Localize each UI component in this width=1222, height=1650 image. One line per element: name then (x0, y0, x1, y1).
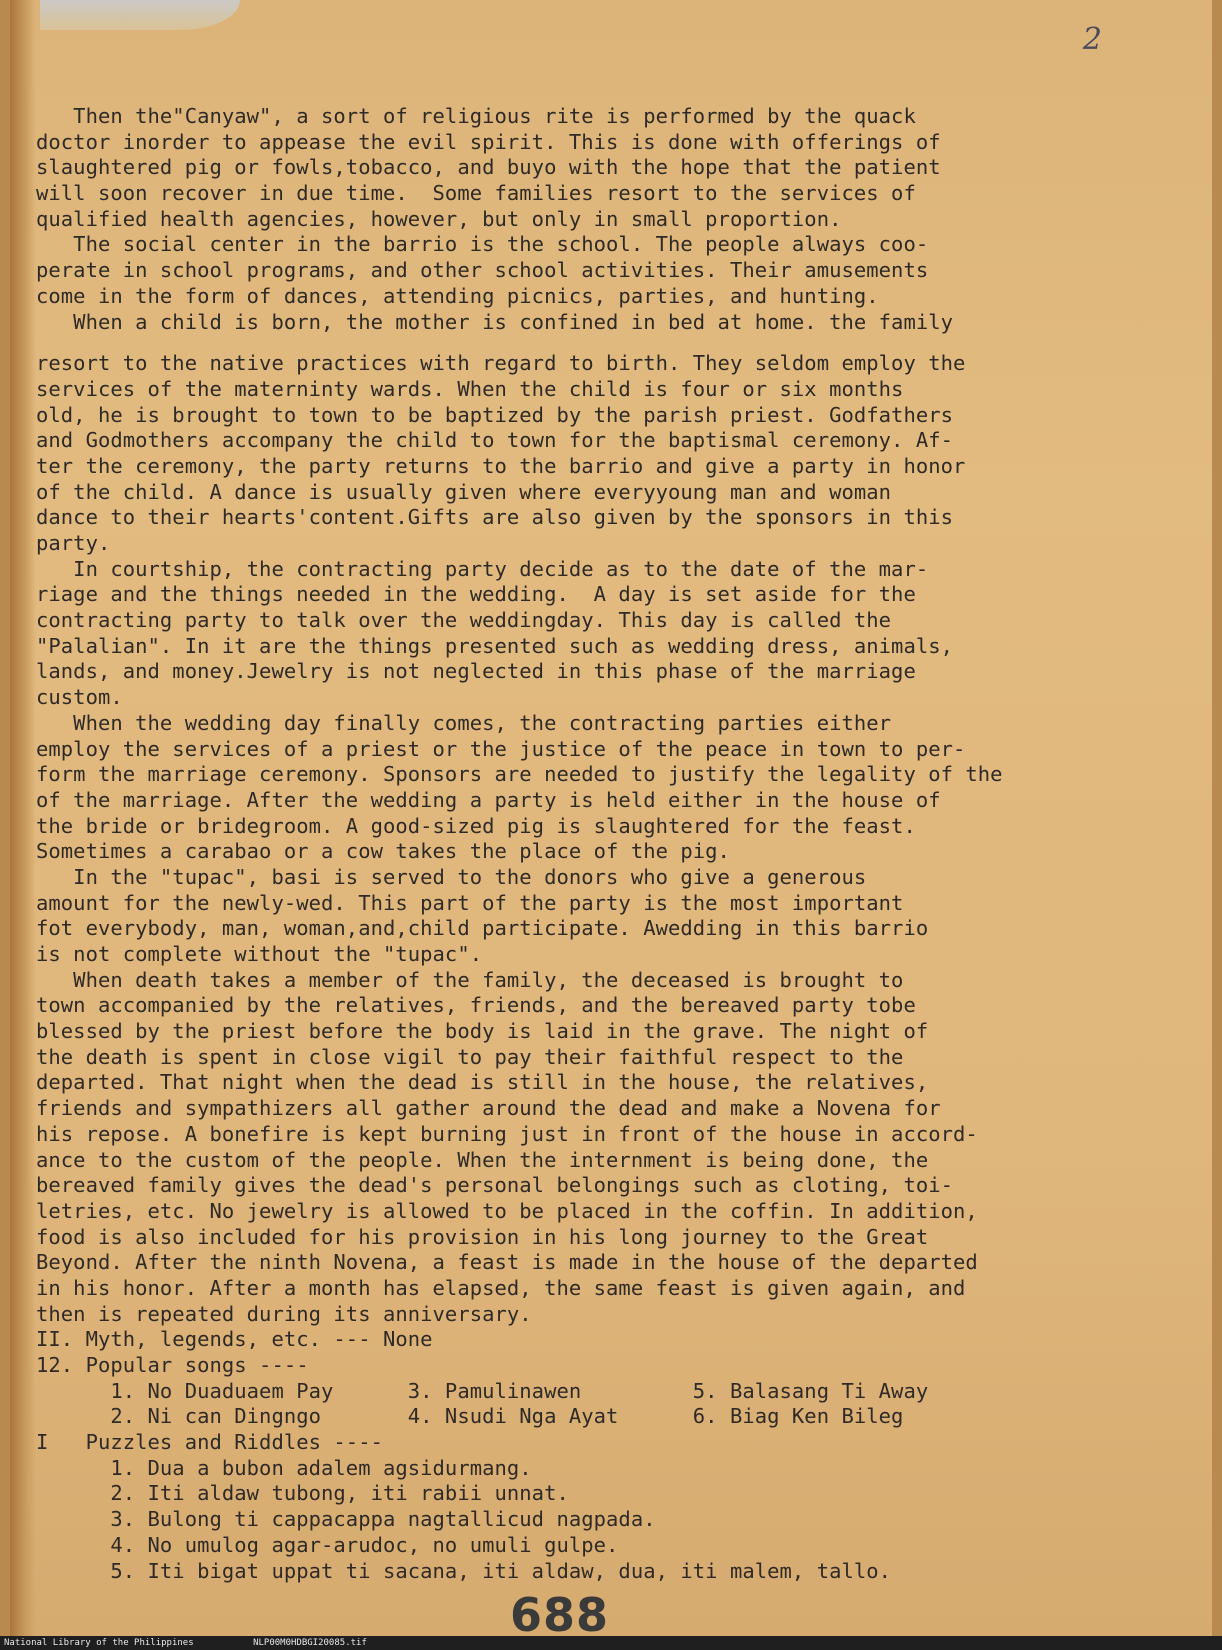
text-line: of the child. A dance is usually given where everyyoung man and woman (36, 479, 892, 504)
text-line: services of the materninty wards. When the child is four or six months (36, 376, 904, 401)
binding-edge (10, 0, 36, 1636)
text-line: is not complete without the "tupac". (36, 942, 483, 966)
text-line: "Palalian". In it are the things presented such as wedding dress, animals, (36, 633, 954, 658)
footer-library: National Library of the Philippines (4, 1638, 194, 1648)
text-line: When the wedding day finally comes, the contracting parties either (36, 710, 892, 735)
text-line: 5. Iti bigat uppat ti sacana, iti aldaw, dua, iti malem, tallo. (36, 1558, 892, 1583)
text-line: 4. No umulog agar-arudoc, no umuli gulpe. (36, 1532, 619, 1557)
text-line: ance to the custom of the people. When the internment is being done, the (36, 1147, 929, 1172)
text-line: in his honor. After a month has elapsed, the same feast is given again, and (36, 1275, 966, 1300)
page-stamp-number: 688 (510, 1588, 610, 1636)
scan-footer (0, 1636, 1222, 1650)
text-line: friends and sympathizers all gather around the dead and make a Novena for (36, 1096, 941, 1121)
text-line: resort to the native practices with regard to birth. They seldom employ the (36, 351, 966, 376)
text-line: old, he is brought to town to be baptized by the parish priest. Godfathers (36, 402, 954, 427)
text-line: the bride or bridegroom. A good-sized pig is slaughtered for the feast. (36, 813, 916, 838)
text-line: 12. Popular songs ---- (36, 1353, 309, 1377)
text-line: party. (36, 531, 111, 555)
text-line: blessed by the priest before the body is laid in the grave. The night of (36, 1019, 929, 1044)
text-line: slaughtered pig or fowls,tobacco, and buyo with the hope that the patient (36, 155, 941, 180)
text-line: the death is spent in close vigil to pay their faithful respect to the (36, 1044, 904, 1069)
text-line: and Godmothers accompany the child to town for the baptismal ceremony. Af- (36, 428, 954, 453)
text-line: 3. Bulong ti cappacappa nagtallicud nagpada. (36, 1507, 656, 1532)
text-line: 1. Dua a bubon adalem agsidurmang. (36, 1455, 532, 1480)
text-line: employ the services of a priest or the justice of the peace in town to per- (36, 736, 966, 761)
text-line: Then the"Canyaw", a sort of religious rite is performed by the quack (36, 104, 916, 128)
text-line: doctor inorder to appease the evil spirit. This is done with offerings of (36, 129, 941, 154)
text-line: town accompanied by the relatives, friends, and the bereaved party tobe (36, 993, 916, 1018)
text-line: 2. Ni can Dingngo 4. Nsudi Nga Ayat 6. Biag Ken Bileg (36, 1404, 904, 1429)
text-line: will soon recover in due time. Some families resort to the services of (36, 181, 916, 206)
footer-file: NLP00M0HDBGI20085.tif (253, 1638, 367, 1648)
torn-corner (40, 0, 240, 30)
text-line: come in the form of dances, attending picnics, parties, and hunting. (36, 283, 879, 308)
text-line: contracting party to talk over the weddingday. This day is called the (36, 608, 892, 633)
text-line: lands, and money.Jewelry is not neglected in this phase of the marriage (36, 659, 916, 684)
typed-text-body (36, 104, 1196, 1584)
text-line: The social center in the barrio is the school. The people always coo- (36, 232, 929, 257)
text-line: In the "tupac", basi is served to the donors who give a generous (36, 864, 867, 889)
text-line (36, 335, 1196, 351)
text-line: 2. Iti aldaw tubong, iti rabii unnat. (36, 1481, 569, 1506)
document-page (10, 0, 1212, 1636)
text-line: food is also included for his provision in his long journey to the Great (36, 1224, 929, 1249)
text-line: dance to their hearts'content.Gifts are also given by the sponsors in this (36, 505, 954, 530)
text-line: ter the ceremony, the party returns to the barrio and give a party in honor (36, 453, 966, 478)
text-line: fot everybody, man, woman,and,child participate. Awedding in this barrio (36, 916, 929, 941)
text-line: bereaved family gives the dead's personal belongings such as cloting, toi- (36, 1173, 954, 1198)
text-line: I Puzzles and Riddles ---- (36, 1430, 383, 1455)
text-line: amount for the newly-wed. This part of the party is the most important (36, 890, 904, 915)
text-line: of the marriage. After the wedding a party is held either in the house of (36, 787, 941, 812)
text-line: then is repeated during its anniversary. (36, 1301, 532, 1326)
text-line: Beyond. After the ninth Novena, a feast is made in the house of the departed (36, 1250, 978, 1275)
text-line: 1. No Duaduaem Pay 3. Pamulinawen 5. Balasang Ti Away (36, 1378, 929, 1403)
text-line: form the marriage ceremony. Sponsors are needed to justify the legality of the (36, 762, 1003, 787)
text-line: Sometimes a carabao or a cow takes the place of the pig. (36, 839, 730, 864)
text-line: his repose. A bonefire is kept burning just in front of the house in accord- (36, 1121, 978, 1146)
text-line: riage and the things needed in the wedding. A day is set aside for the (36, 582, 916, 607)
text-line: In courtship, the contracting party decide as to the date of the mar- (36, 556, 929, 581)
text-line: custom. (36, 685, 123, 710)
text-line: perate in school programs, and other school activities. Their amusements (36, 258, 929, 283)
text-line: letries, etc. No jewelry is allowed to be placed in the coffin. In addition, (36, 1198, 978, 1223)
page-number-handwritten: 2 (1082, 22, 1102, 57)
text-line: departed. That night when the dead is still in the house, the relatives, (36, 1070, 929, 1095)
text-line: When a child is born, the mother is confined in bed at home. the family (36, 309, 954, 334)
text-line: II. Myth, legends, etc. --- None (36, 1327, 433, 1352)
text-line: When death takes a member of the family, the deceased is brought to (36, 967, 904, 992)
text-line: qualified health agencies, however, but only in small proportion. (36, 206, 842, 231)
